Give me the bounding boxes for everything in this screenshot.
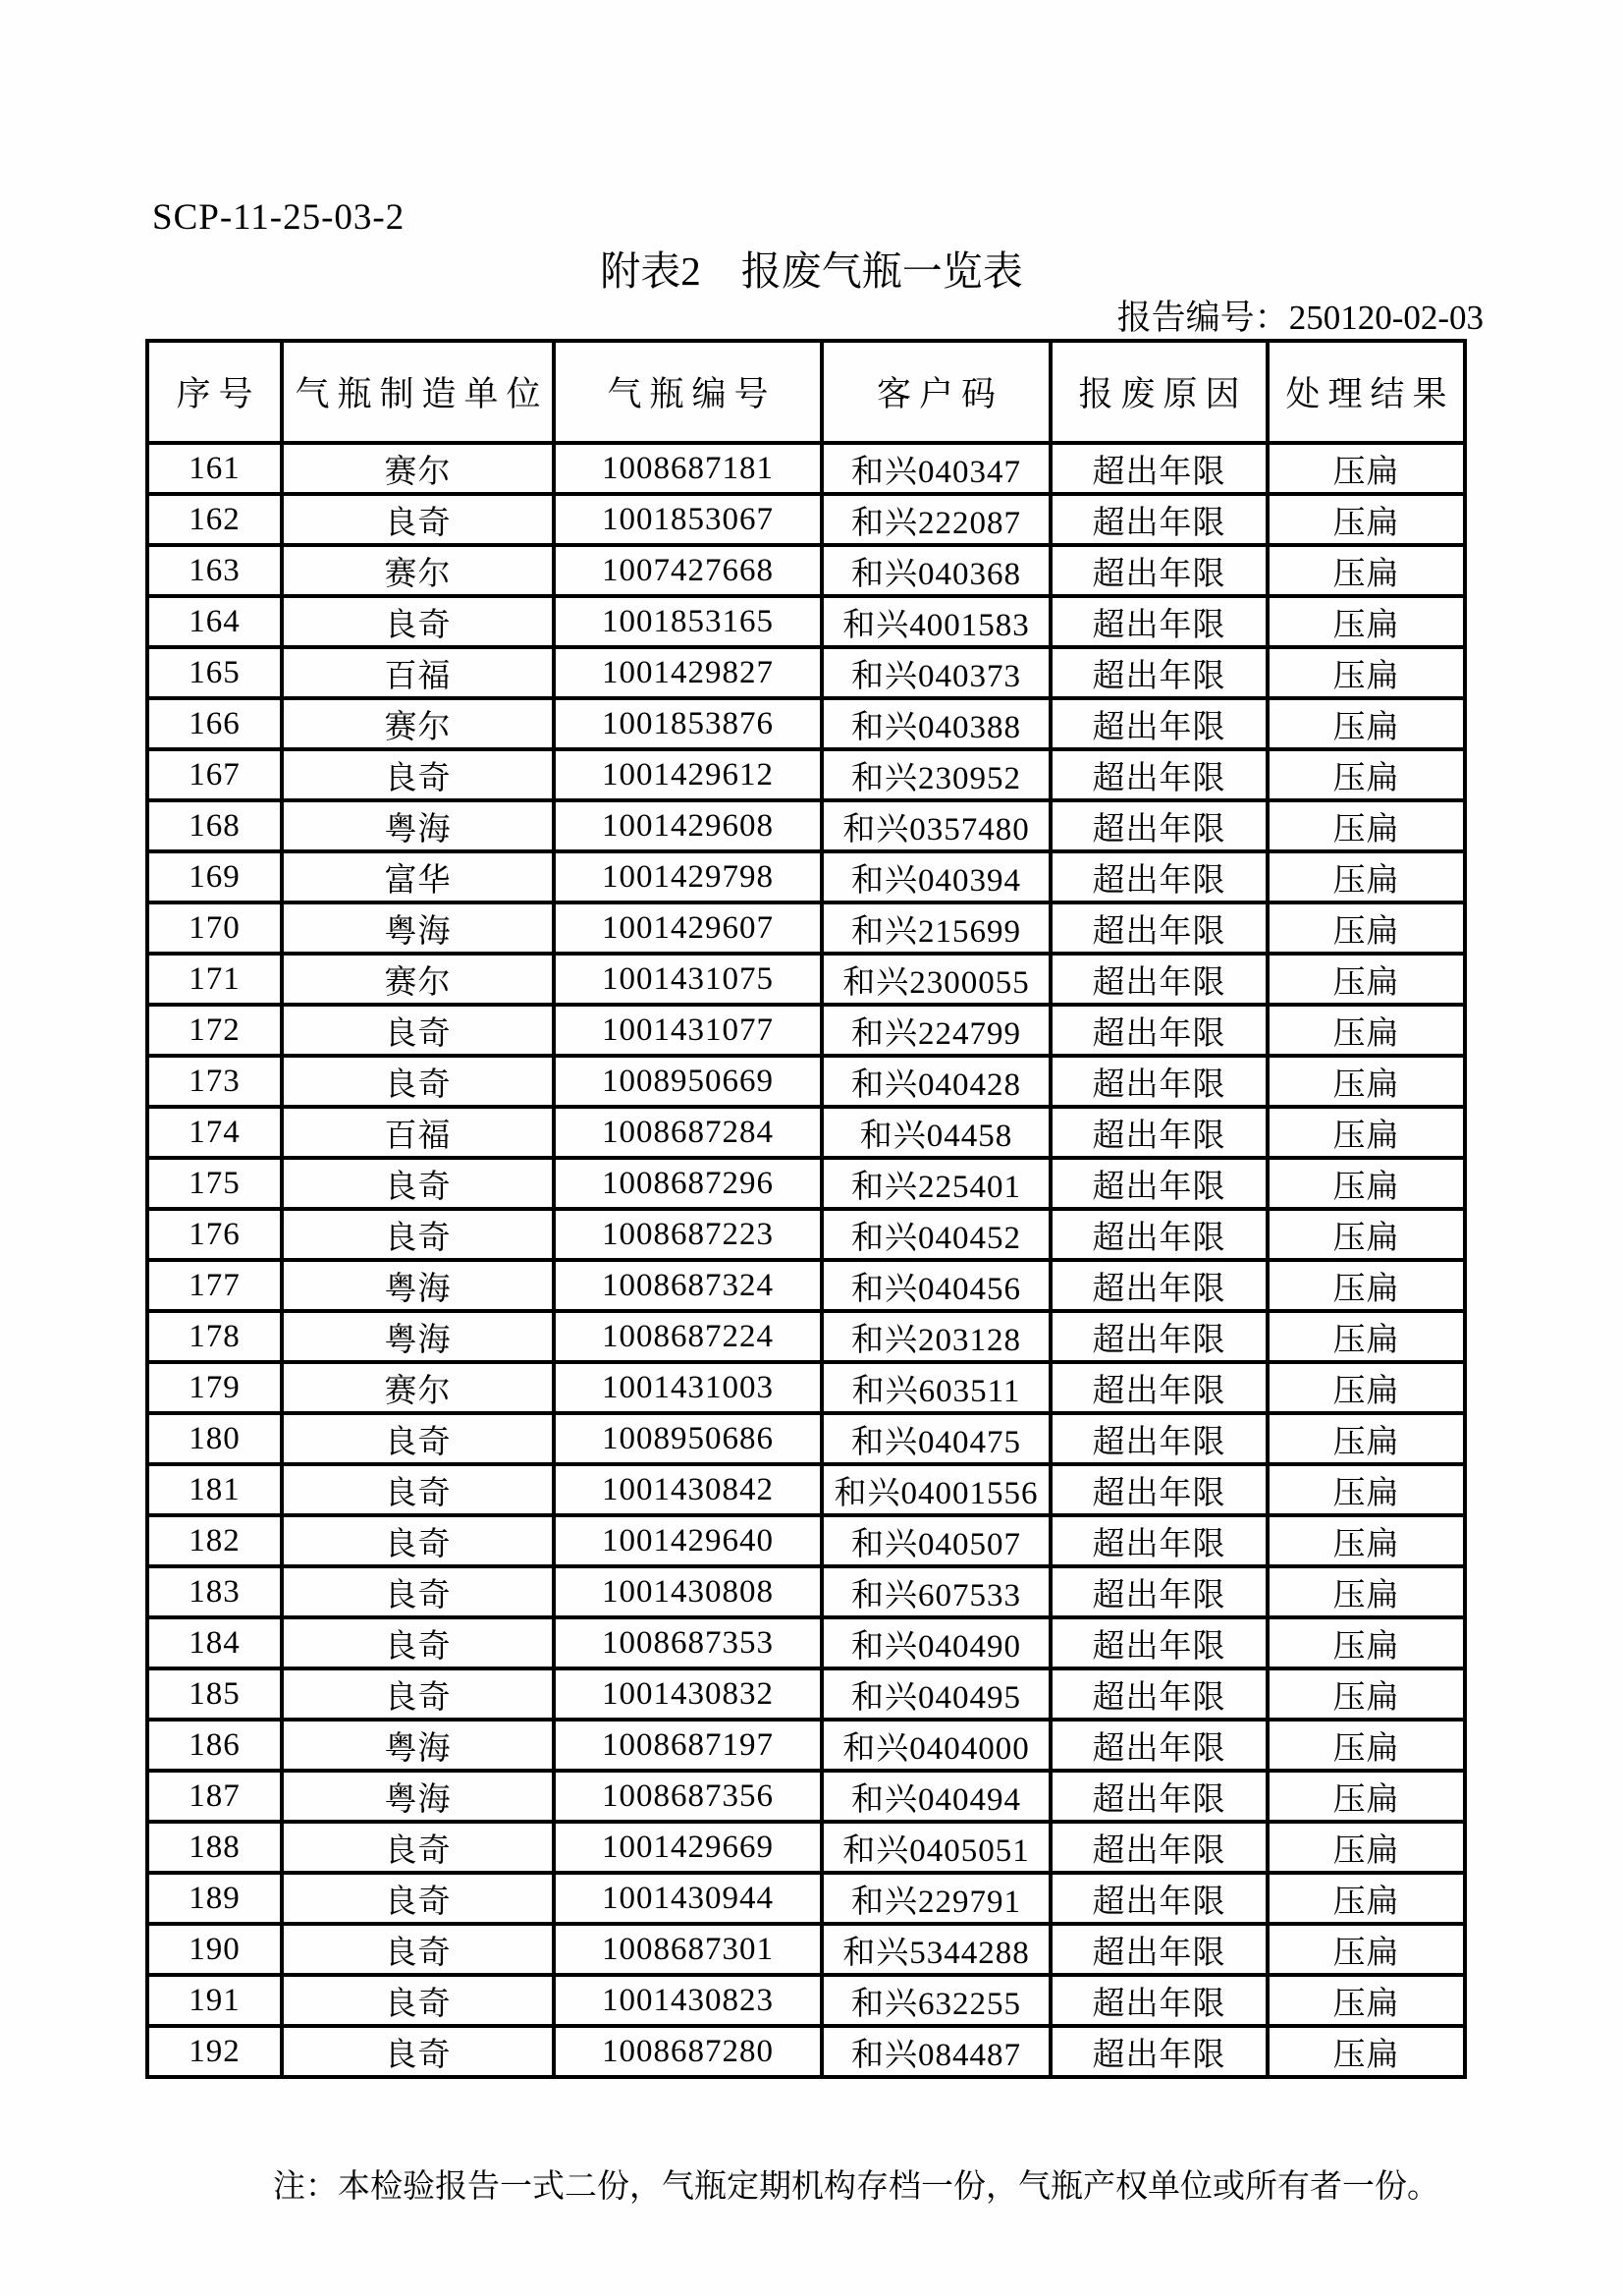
scrapped-cylinder-table <box>145 339 1467 2079</box>
table-row <box>147 596 1465 647</box>
header-cylinder-number: 气瓶编号 <box>554 341 822 443</box>
table-row <box>147 1005 1465 1056</box>
cell-index: 186 <box>147 1720 282 1771</box>
cell-index: 188 <box>147 1822 282 1873</box>
cell-disposal-result: 压扁 <box>1268 749 1465 800</box>
cell-disposal-result: 压扁 <box>1268 1924 1465 1975</box>
cell-scrap-reason: 超出年限 <box>1051 1107 1268 1158</box>
cell-customer-code: 和兴222087 <box>822 494 1051 545</box>
cell-disposal-result: 压扁 <box>1268 1771 1465 1822</box>
page-title: 附表2 报废气瓶一览表 <box>600 248 1023 294</box>
cell-customer-code: 和兴224799 <box>822 1005 1051 1056</box>
cell-customer-code: 和兴04458 <box>822 1107 1051 1158</box>
table-row <box>147 698 1465 749</box>
table-row <box>147 1720 1465 1771</box>
cell-cylinder-number: 1008687280 <box>554 2026 822 2077</box>
footer-note: 注：本检验报告一式二份，气瓶定期机构存档一份，气瓶产权单位或所有者一份。 <box>273 2169 1439 2205</box>
cell-disposal-result: 压扁 <box>1268 1209 1465 1260</box>
header-customer-code: 客户码 <box>822 341 1051 443</box>
cell-customer-code: 和兴040452 <box>822 1209 1051 1260</box>
table-row <box>147 443 1465 494</box>
table-row <box>147 902 1465 954</box>
table-row <box>147 1924 1465 1975</box>
cell-customer-code: 和兴0357480 <box>822 800 1051 851</box>
cell-cylinder-number: 1008950686 <box>554 1413 822 1464</box>
cell-cylinder-number: 1001429608 <box>554 800 822 851</box>
table-row <box>147 1107 1465 1158</box>
cell-index: 173 <box>147 1056 282 1107</box>
cell-customer-code: 和兴203128 <box>822 1311 1051 1362</box>
cell-manufacturer: 赛尔 <box>282 545 554 596</box>
table-row <box>147 1617 1465 1668</box>
cell-index: 192 <box>147 2026 282 2077</box>
cell-index: 190 <box>147 1924 282 1975</box>
table-row <box>147 1873 1465 1924</box>
cell-manufacturer: 良奇 <box>282 1158 554 1209</box>
cell-cylinder-number: 1007427668 <box>554 545 822 596</box>
cell-customer-code: 和兴230952 <box>822 749 1051 800</box>
cell-cylinder-number: 1008687301 <box>554 1924 822 1975</box>
cell-scrap-reason: 超出年限 <box>1051 1566 1268 1617</box>
cell-customer-code: 和兴084487 <box>822 2026 1051 2077</box>
cell-cylinder-number: 1001430842 <box>554 1464 822 1515</box>
cell-customer-code: 和兴229791 <box>822 1873 1051 1924</box>
cell-manufacturer: 良奇 <box>282 1566 554 1617</box>
cell-disposal-result: 压扁 <box>1268 1107 1465 1158</box>
cell-customer-code: 和兴040490 <box>822 1617 1051 1668</box>
table-row <box>147 954 1465 1005</box>
cell-disposal-result: 压扁 <box>1268 1260 1465 1311</box>
cell-disposal-result: 压扁 <box>1268 1822 1465 1873</box>
cell-customer-code: 和兴0404000 <box>822 1720 1051 1771</box>
cell-customer-code: 和兴215699 <box>822 902 1051 954</box>
cell-cylinder-number: 1001431077 <box>554 1005 822 1056</box>
cell-index: 170 <box>147 902 282 954</box>
cell-manufacturer: 良奇 <box>282 1464 554 1515</box>
cell-scrap-reason: 超出年限 <box>1051 1260 1268 1311</box>
cell-cylinder-number: 1008687296 <box>554 1158 822 1209</box>
cell-manufacturer: 粤海 <box>282 902 554 954</box>
cell-disposal-result: 压扁 <box>1268 1617 1465 1668</box>
cell-cylinder-number: 1001853067 <box>554 494 822 545</box>
cell-cylinder-number: 1001429798 <box>554 851 822 902</box>
cell-manufacturer: 良奇 <box>282 596 554 647</box>
cell-scrap-reason: 超出年限 <box>1051 1771 1268 1822</box>
cell-scrap-reason: 超出年限 <box>1051 1924 1268 1975</box>
table-row <box>147 1158 1465 1209</box>
cell-index: 184 <box>147 1617 282 1668</box>
cell-cylinder-number: 1001429640 <box>554 1515 822 1566</box>
table-row <box>147 1260 1465 1311</box>
cell-customer-code: 和兴040428 <box>822 1056 1051 1107</box>
cell-index: 171 <box>147 954 282 1005</box>
table-row <box>147 1362 1465 1413</box>
cell-scrap-reason: 超出年限 <box>1051 749 1268 800</box>
cell-manufacturer: 良奇 <box>282 1056 554 1107</box>
cell-customer-code: 和兴04001556 <box>822 1464 1051 1515</box>
cell-customer-code: 和兴040494 <box>822 1771 1051 1822</box>
table-row <box>147 1668 1465 1720</box>
cell-index: 182 <box>147 1515 282 1566</box>
cell-index: 191 <box>147 1975 282 2026</box>
cell-manufacturer: 良奇 <box>282 1924 554 1975</box>
cell-disposal-result: 压扁 <box>1268 545 1465 596</box>
cell-index: 162 <box>147 494 282 545</box>
cell-index: 179 <box>147 1362 282 1413</box>
cell-disposal-result: 压扁 <box>1268 954 1465 1005</box>
cell-scrap-reason: 超出年限 <box>1051 443 1268 494</box>
table-header <box>147 341 1465 443</box>
cell-cylinder-number: 1008687353 <box>554 1617 822 1668</box>
cell-cylinder-number: 1001431075 <box>554 954 822 1005</box>
cell-manufacturer: 良奇 <box>282 494 554 545</box>
cell-customer-code: 和兴040388 <box>822 698 1051 749</box>
cell-disposal-result: 压扁 <box>1268 1005 1465 1056</box>
cell-cylinder-number: 1001429607 <box>554 902 822 954</box>
table-row <box>147 1771 1465 1822</box>
report-number-value: 250120-02-03 <box>1288 299 1484 337</box>
cell-scrap-reason: 超出年限 <box>1051 1464 1268 1515</box>
cell-manufacturer: 赛尔 <box>282 1362 554 1413</box>
table-row <box>147 851 1465 902</box>
cell-cylinder-number: 1008950669 <box>554 1056 822 1107</box>
cell-scrap-reason: 超出年限 <box>1051 800 1268 851</box>
cell-disposal-result: 压扁 <box>1268 851 1465 902</box>
cell-index: 174 <box>147 1107 282 1158</box>
table-row <box>147 749 1465 800</box>
report-number-line <box>1117 291 1484 340</box>
cell-disposal-result: 压扁 <box>1268 902 1465 954</box>
cell-disposal-result: 压扁 <box>1268 1362 1465 1413</box>
cell-index: 164 <box>147 596 282 647</box>
cell-disposal-result: 压扁 <box>1268 1464 1465 1515</box>
cell-customer-code: 和兴0405051 <box>822 1822 1051 1873</box>
cell-disposal-result: 压扁 <box>1268 800 1465 851</box>
cell-scrap-reason: 超出年限 <box>1051 1668 1268 1720</box>
table-row <box>147 2026 1465 2077</box>
cell-manufacturer: 粤海 <box>282 1311 554 1362</box>
cell-scrap-reason: 超出年限 <box>1051 596 1268 647</box>
cell-disposal-result: 压扁 <box>1268 1311 1465 1362</box>
cell-scrap-reason: 超出年限 <box>1051 545 1268 596</box>
table-row <box>147 1311 1465 1362</box>
cell-scrap-reason: 超出年限 <box>1051 1005 1268 1056</box>
cell-customer-code: 和兴040456 <box>822 1260 1051 1311</box>
cell-manufacturer: 良奇 <box>282 1822 554 1873</box>
header-disposal-result: 处理结果 <box>1268 341 1465 443</box>
cell-cylinder-number: 1008687181 <box>554 443 822 494</box>
cell-index: 165 <box>147 647 282 698</box>
cell-disposal-result: 压扁 <box>1268 1515 1465 1566</box>
table-header-row <box>147 341 1465 443</box>
cell-scrap-reason: 超出年限 <box>1051 1720 1268 1771</box>
cell-customer-code: 和兴632255 <box>822 1975 1051 2026</box>
table-row <box>147 647 1465 698</box>
cell-manufacturer: 赛尔 <box>282 698 554 749</box>
cell-index: 189 <box>147 1873 282 1924</box>
cell-customer-code: 和兴040347 <box>822 443 1051 494</box>
cell-customer-code: 和兴607533 <box>822 1566 1051 1617</box>
table-row <box>147 1975 1465 2026</box>
cell-customer-code: 和兴040507 <box>822 1515 1051 1566</box>
cell-cylinder-number: 1001429827 <box>554 647 822 698</box>
cell-cylinder-number: 1001430832 <box>554 1668 822 1720</box>
cell-scrap-reason: 超出年限 <box>1051 902 1268 954</box>
cell-manufacturer: 良奇 <box>282 2026 554 2077</box>
report-number-label: 报告编号： <box>1116 299 1289 337</box>
cell-manufacturer: 粤海 <box>282 1720 554 1771</box>
cell-scrap-reason: 超出年限 <box>1051 1975 1268 2026</box>
cell-cylinder-number: 1001429612 <box>554 749 822 800</box>
cell-customer-code: 和兴603511 <box>822 1362 1051 1413</box>
cell-index: 176 <box>147 1209 282 1260</box>
cell-customer-code: 和兴040368 <box>822 545 1051 596</box>
cell-manufacturer: 良奇 <box>282 1975 554 2026</box>
cell-cylinder-number: 1001430808 <box>554 1566 822 1617</box>
cell-manufacturer: 良奇 <box>282 1873 554 1924</box>
header-index: 序号 <box>147 341 282 443</box>
header-manufacturer: 气瓶制造单位 <box>282 341 554 443</box>
cell-disposal-result: 压扁 <box>1268 596 1465 647</box>
cell-disposal-result: 压扁 <box>1268 1158 1465 1209</box>
cell-scrap-reason: 超出年限 <box>1051 1362 1268 1413</box>
cell-manufacturer: 良奇 <box>282 1209 554 1260</box>
cell-disposal-result: 压扁 <box>1268 647 1465 698</box>
cell-cylinder-number: 1008687223 <box>554 1209 822 1260</box>
cell-index: 169 <box>147 851 282 902</box>
cell-scrap-reason: 超出年限 <box>1051 1873 1268 1924</box>
cell-disposal-result: 压扁 <box>1268 1413 1465 1464</box>
table-row <box>147 545 1465 596</box>
cell-index: 185 <box>147 1668 282 1720</box>
cell-manufacturer: 良奇 <box>282 1005 554 1056</box>
cell-manufacturer: 百福 <box>282 647 554 698</box>
cell-customer-code: 和兴4001583 <box>822 596 1051 647</box>
cell-manufacturer: 百福 <box>282 1107 554 1158</box>
cell-disposal-result: 压扁 <box>1268 1720 1465 1771</box>
cell-scrap-reason: 超出年限 <box>1051 851 1268 902</box>
cell-index: 175 <box>147 1158 282 1209</box>
cell-scrap-reason: 超出年限 <box>1051 1617 1268 1668</box>
cell-manufacturer: 富华 <box>282 851 554 902</box>
table-row <box>147 1413 1465 1464</box>
cell-customer-code: 和兴225401 <box>822 1158 1051 1209</box>
table-row <box>147 1464 1465 1515</box>
cell-index: 167 <box>147 749 282 800</box>
cell-cylinder-number: 1001853165 <box>554 596 822 647</box>
cell-disposal-result: 压扁 <box>1268 1566 1465 1617</box>
cell-manufacturer: 良奇 <box>282 1617 554 1668</box>
cell-index: 187 <box>147 1771 282 1822</box>
cell-scrap-reason: 超出年限 <box>1051 1822 1268 1873</box>
cell-cylinder-number: 1001430823 <box>554 1975 822 2026</box>
cell-cylinder-number: 1008687356 <box>554 1771 822 1822</box>
table-row <box>147 1566 1465 1617</box>
cell-cylinder-number: 1008687284 <box>554 1107 822 1158</box>
cell-disposal-result: 压扁 <box>1268 1975 1465 2026</box>
cell-disposal-result: 压扁 <box>1268 1873 1465 1924</box>
table-row <box>147 1822 1465 1873</box>
cell-scrap-reason: 超出年限 <box>1051 494 1268 545</box>
cell-cylinder-number: 1001429669 <box>554 1822 822 1873</box>
table-row <box>147 1209 1465 1260</box>
cell-customer-code: 和兴040475 <box>822 1413 1051 1464</box>
cell-scrap-reason: 超出年限 <box>1051 1413 1268 1464</box>
cell-scrap-reason: 超出年限 <box>1051 1311 1268 1362</box>
cell-customer-code: 和兴040495 <box>822 1668 1051 1720</box>
cell-cylinder-number: 1008687324 <box>554 1260 822 1311</box>
cell-disposal-result: 压扁 <box>1268 1668 1465 1720</box>
cell-manufacturer: 粤海 <box>282 800 554 851</box>
cell-index: 161 <box>147 443 282 494</box>
cell-manufacturer: 良奇 <box>282 1668 554 1720</box>
cell-index: 178 <box>147 1311 282 1362</box>
cell-scrap-reason: 超出年限 <box>1051 698 1268 749</box>
cell-scrap-reason: 超出年限 <box>1051 1158 1268 1209</box>
cell-index: 168 <box>147 800 282 851</box>
cell-cylinder-number: 1001853876 <box>554 698 822 749</box>
cell-customer-code: 和兴5344288 <box>822 1924 1051 1975</box>
cell-index: 180 <box>147 1413 282 1464</box>
table-row <box>147 1056 1465 1107</box>
cell-scrap-reason: 超出年限 <box>1051 1515 1268 1566</box>
cell-cylinder-number: 1001431003 <box>554 1362 822 1413</box>
cell-index: 177 <box>147 1260 282 1311</box>
cell-scrap-reason: 超出年限 <box>1051 1209 1268 1260</box>
cell-scrap-reason: 超出年限 <box>1051 2026 1268 2077</box>
cell-customer-code: 和兴040394 <box>822 851 1051 902</box>
cell-cylinder-number: 1008687224 <box>554 1311 822 1362</box>
cell-index: 166 <box>147 698 282 749</box>
cell-customer-code: 和兴2300055 <box>822 954 1051 1005</box>
table-row <box>147 800 1465 851</box>
cell-manufacturer: 粤海 <box>282 1771 554 1822</box>
table-row <box>147 1515 1465 1566</box>
header-scrap-reason: 报废原因 <box>1051 341 1268 443</box>
cell-cylinder-number: 1008687197 <box>554 1720 822 1771</box>
cell-manufacturer: 粤海 <box>282 1260 554 1311</box>
cell-index: 181 <box>147 1464 282 1515</box>
cell-scrap-reason: 超出年限 <box>1051 954 1268 1005</box>
cell-manufacturer: 良奇 <box>282 749 554 800</box>
cell-manufacturer: 良奇 <box>282 1413 554 1464</box>
cell-disposal-result: 压扁 <box>1268 1056 1465 1107</box>
table-body <box>147 443 1465 2077</box>
cell-manufacturer: 赛尔 <box>282 954 554 1005</box>
cell-disposal-result: 压扁 <box>1268 494 1465 545</box>
cell-index: 183 <box>147 1566 282 1617</box>
cell-cylinder-number: 1001430944 <box>554 1873 822 1924</box>
table-row <box>147 494 1465 545</box>
cell-scrap-reason: 超出年限 <box>1051 1056 1268 1107</box>
cell-disposal-result: 压扁 <box>1268 698 1465 749</box>
cell-manufacturer: 赛尔 <box>282 443 554 494</box>
cell-disposal-result: 压扁 <box>1268 443 1465 494</box>
cell-manufacturer: 良奇 <box>282 1515 554 1566</box>
cell-index: 172 <box>147 1005 282 1056</box>
cell-index: 163 <box>147 545 282 596</box>
document-code: SCP-11-25-03-2 <box>152 197 406 238</box>
cell-disposal-result: 压扁 <box>1268 2026 1465 2077</box>
cell-scrap-reason: 超出年限 <box>1051 647 1268 698</box>
cell-customer-code: 和兴040373 <box>822 647 1051 698</box>
